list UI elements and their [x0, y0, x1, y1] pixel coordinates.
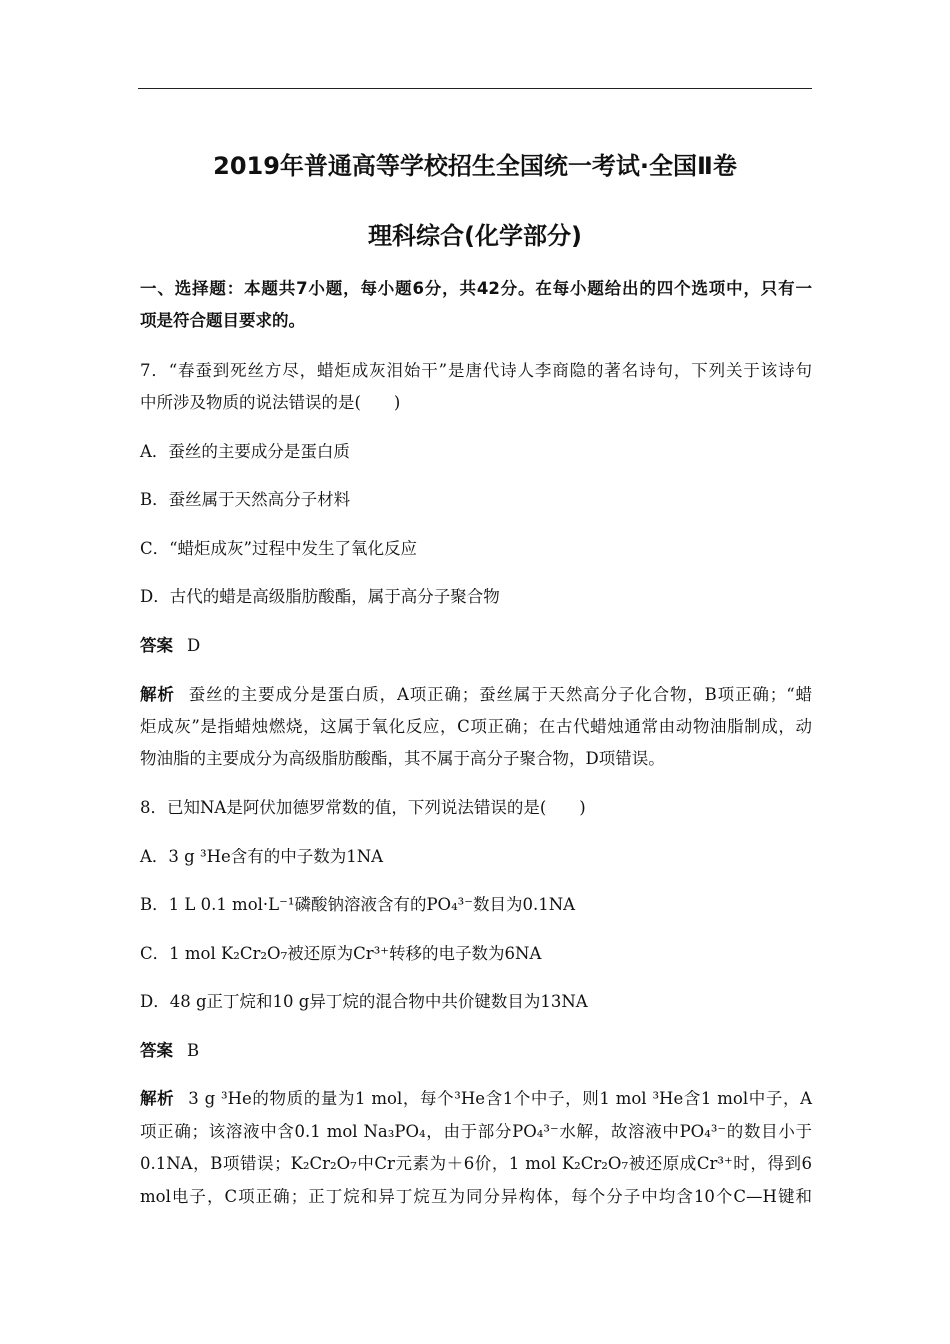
- page-subtitle: 理科综合(化学部分): [368, 222, 582, 250]
- q7-option-d: D．古代的蜡是高级脂肪酸酯，属于高分子聚合物: [140, 587, 500, 606]
- q7-answer: [140, 635, 812, 657]
- q7-option-b: B．蚕丝属于天然高分子材料: [140, 490, 351, 509]
- q7-analysis-line1: [140, 684, 812, 706]
- section-instruction-line1: 一、选择题：本题共7小题，每小题6分，共42分。在每小题给出的四个选项中，只有一: [140, 279, 812, 298]
- q7-analysis-line2: 炬成灰”是指蜡烛燃烧，这属于氧化反应，C项正确；在古代蜡烛通常由动物油脂制成，动: [140, 717, 812, 736]
- q7-option-a: A．蚕丝的主要成分是蛋白质: [140, 442, 350, 461]
- q8-analysis-line2: 项正确；该溶液中含0.1 mol Na₃PO₄，由于部分PO₄³⁻水解，故溶液中PO₄³⁻的数目小于: [140, 1122, 812, 1141]
- q8-analysis-label: 解析: [140, 1089, 175, 1108]
- q8-analysis-line3: 0.1NA，B项错误；K₂Cr₂O₇中Cr元素为＋6价，1 mol K₂Cr₂O₇被还原成Cr³⁺时，得到6: [140, 1154, 812, 1173]
- section-instruction-line2: 项是符合题目要求的。: [140, 311, 305, 330]
- q7-analysis-line3: 物油脂的主要成分为高级脂肪酸酯，其不属于高分子聚合物，D项错误。: [140, 749, 665, 768]
- q8-answer-label: 答案: [140, 1041, 173, 1060]
- q8-option-c: C．1 mol K₂Cr₂O₇被还原为Cr³⁺转移的电子数为6NA: [140, 944, 542, 963]
- q7-answer-label: 答案: [140, 636, 173, 655]
- q7-analysis-text1: 蚕丝的主要成分是蛋白质，A项正确；蚕丝属于天然高分子化合物，B项正确；“蜡: [188, 685, 813, 704]
- q8-analysis-line4: mol电子，C项正确；正丁烷和异丁烷互为同分异构体，每个分子中均含10个C—H键和: [140, 1187, 812, 1206]
- q8-option-b: B．1 L 0.1 mol·L⁻¹磷酸钠溶液含有的PO₄³⁻数目为0.1NA: [140, 895, 576, 914]
- q8-stem: 8．已知NA是阿伏加德罗常数的值，下列说法错误的是( ): [140, 798, 586, 817]
- header-rule: [138, 88, 812, 89]
- q7-stem-line2: 中所涉及物质的说法错误的是( ): [140, 393, 401, 412]
- page-title: 2019年普通高等学校招生全国统一考试·全国Ⅱ卷: [213, 152, 737, 180]
- q7-option-c: C．“蜡炬成灰”过程中发生了氧化反应: [140, 539, 417, 558]
- q8-analysis-line1: [140, 1088, 812, 1110]
- q8-option-a: A．3 g ³He含有的中子数为1NA: [140, 847, 384, 866]
- q7-stem-line1: 7．“春蚕到死丝方尽，蜡炬成灰泪始干”是唐代诗人李商隐的著名诗句，下列关于该诗句: [140, 361, 812, 380]
- q7-answer-value: D: [187, 636, 201, 655]
- q8-answer: [140, 1040, 812, 1062]
- q7-analysis-label: 解析: [140, 685, 175, 704]
- q8-answer-value: B: [187, 1041, 200, 1060]
- q8-option-d: D．48 g正丁烷和10 g异丁烷的混合物中共价键数目为13NA: [140, 992, 588, 1011]
- q8-analysis-text1: 3 g ³He的物质的量为1 mol，每个³He含1个中子，则1 mol ³He含1 mol中子，A: [188, 1089, 813, 1108]
